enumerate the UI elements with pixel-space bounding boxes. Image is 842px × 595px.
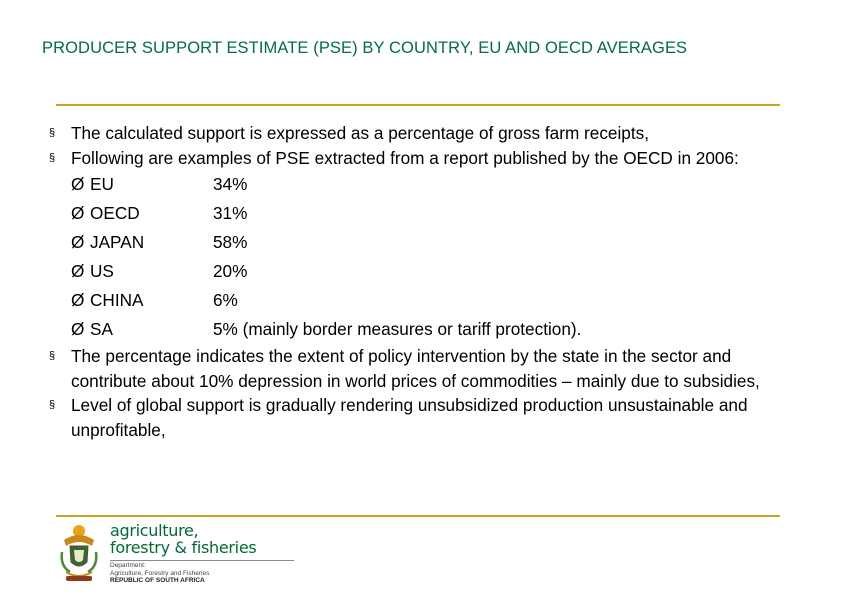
bullet-marker: § bbox=[49, 399, 56, 412]
country-row bbox=[49, 228, 789, 257]
country-pse: 31% bbox=[213, 203, 248, 224]
country-name: OECD bbox=[90, 203, 140, 224]
arrow-marker: Ø bbox=[71, 290, 85, 311]
country-pse: 5% (mainly border measures or tariff protection). bbox=[213, 319, 582, 340]
country-name: CHINA bbox=[90, 290, 144, 311]
page-title: PRODUCER SUPPORT ESTIMATE (PSE) BY COUNTRY, EU AND OECD AVERAGES bbox=[42, 39, 688, 57]
logo-name-line2: forestry & fisheries bbox=[110, 538, 257, 557]
dept-label: Department: bbox=[110, 562, 146, 569]
bullet-marker: § bbox=[49, 350, 56, 363]
bullet-marker: § bbox=[49, 127, 56, 139]
country-name: EU bbox=[90, 174, 114, 195]
bottom-divider bbox=[56, 515, 780, 517]
bullet-item bbox=[49, 344, 789, 393]
dept-name: Agriculture, Forestry and Fisheries bbox=[110, 569, 210, 577]
country-pse: 58% bbox=[213, 232, 248, 253]
arrow-marker: Ø bbox=[71, 232, 85, 253]
country-name: SA bbox=[90, 319, 113, 340]
country-row bbox=[49, 286, 789, 315]
logo-name-line1: agriculture, bbox=[110, 521, 199, 540]
country-pse: 6% bbox=[213, 290, 238, 311]
arrow-marker: Ø bbox=[71, 174, 85, 195]
country-name: JAPAN bbox=[90, 232, 145, 253]
logo-department-text bbox=[110, 560, 294, 585]
top-divider bbox=[56, 104, 780, 106]
arrow-marker: Ø bbox=[71, 203, 85, 224]
country-row bbox=[49, 315, 789, 344]
country-name: US bbox=[90, 261, 114, 282]
coat-of-arms-icon bbox=[56, 522, 102, 584]
dept-country: REPUBLIC OF SOUTH AFRICA bbox=[110, 577, 205, 584]
bullet-text: Level of global support is gradually rendering unsubsidized production unsustainable and unprofitable, bbox=[71, 395, 748, 440]
bullet-item bbox=[49, 121, 789, 146]
bullet-item bbox=[49, 146, 789, 171]
arrow-marker: Ø bbox=[71, 261, 85, 282]
country-pse: 34% bbox=[213, 174, 248, 195]
bullet-item bbox=[49, 393, 789, 442]
country-row bbox=[49, 170, 789, 199]
bullet-marker: § bbox=[49, 151, 56, 164]
bullet-text: Following are examples of PSE extracted from a report published by the OECD in 2006: bbox=[71, 147, 739, 168]
bullet-text: The calculated support is expressed as a percentage of gross farm receipts, bbox=[71, 123, 649, 143]
bullet-text: The percentage indicates the extent of policy intervention by the state in the sector and contribute about 10% depression in world prices of commodities – mainly due to subsidies, bbox=[71, 346, 760, 391]
country-row bbox=[49, 199, 789, 228]
arrow-marker: Ø bbox=[71, 319, 85, 340]
slide-content bbox=[49, 121, 789, 443]
country-row bbox=[49, 257, 789, 286]
department-logo bbox=[56, 522, 296, 587]
country-pse: 20% bbox=[213, 261, 248, 282]
